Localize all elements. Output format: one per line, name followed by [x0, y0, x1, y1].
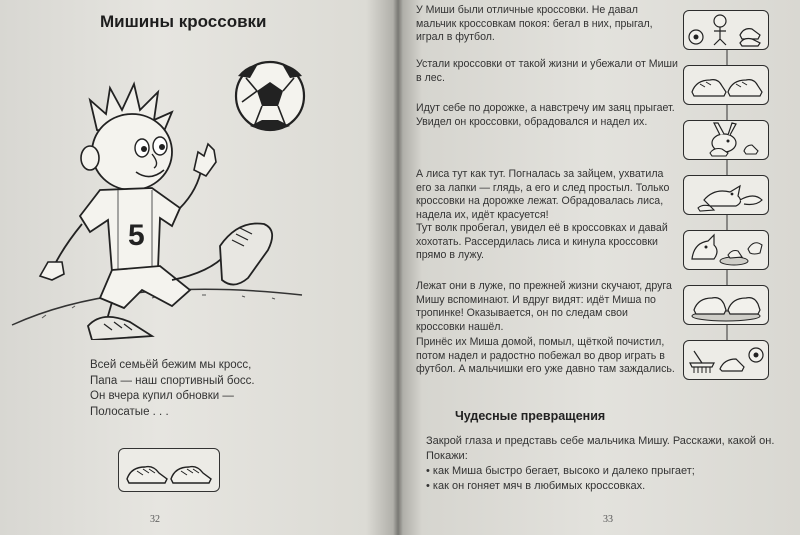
strip-frame-brush-ball	[683, 340, 769, 380]
poem-line: Он вчера купил обновки —	[90, 390, 234, 402]
strip-arrows	[725, 50, 729, 340]
poem-line: Папа — наш спортивный босс.	[90, 374, 255, 387]
task-intro: Закрой глаза и представь себе мальчика Мишу. Расскажи, какой он.	[426, 435, 775, 447]
left-page	[0, 0, 398, 535]
task-item: • как Миша быстро бегает, высоко и далеко прыгает;	[426, 465, 695, 477]
story-paragraph: Тут волк пробегал, увидел её в кроссовках и давай хохотать. Рассердилась лиса и кинула кроссовки прямо в лужу.	[416, 222, 668, 262]
story-paragraph: Лежат они в луже, по прежней жизни скучают, друга Мишу вспоминают. И вдруг видят: идёт Миша по тропинке! Оказывается, он по следам свои кроссовки нашёл.	[416, 280, 672, 333]
jersey-number: 5	[128, 219, 145, 252]
page-number: 32	[150, 514, 160, 525]
strip-frame-boy-ball	[683, 10, 769, 50]
story-paragraph: А лиса тут как тут. Погналась за зайцем, ухватила его за лапки — глядь, а его и след простыл. Только кроссовки на дорожке лежат. Обрадовалась лиса, надела их, идёт красуется!	[416, 168, 670, 221]
page-number: 33	[603, 514, 613, 525]
answer-sneakers-frame	[118, 448, 220, 492]
poem	[90, 358, 255, 420]
story-paragraph: У Миши были отличные кроссовки. Не давал мальчик кроссовкам покоя: бегал в них, прыгал, играл в футбол.	[416, 4, 653, 44]
story-paragraph: Устали кроссовки от такой жизни и убежали от Миши в лес.	[416, 58, 678, 84]
poem-line: Всей семьёй бежим мы кросс,	[90, 359, 252, 371]
right-page	[398, 0, 800, 535]
section-title: Чудесные превращения	[455, 409, 606, 423]
poem-line: Полосатые . . .	[90, 405, 169, 418]
page-title: Мишины кроссовки	[100, 12, 267, 31]
task-item: • как он гоняет мяч в любимых кроссовках.	[426, 480, 646, 492]
story-paragraph: Принёс их Миша домой, помыл, щёткой почистил, потом надел и радостно побежал во двор играть в футбол. А мальчишки его уже давно там заждались.	[416, 336, 675, 376]
task-block	[426, 434, 796, 494]
task-intro: Покажи:	[426, 450, 468, 462]
sneakers-icon	[119, 449, 219, 491]
book-gutter	[393, 0, 403, 535]
boy-kicking-ball-illustration	[2, 40, 322, 340]
story-paragraph: Идут себе по дорожке, а навстречу им заяц прыгает. Увидел он кроссовки, обрадовался и надел их.	[416, 102, 675, 128]
